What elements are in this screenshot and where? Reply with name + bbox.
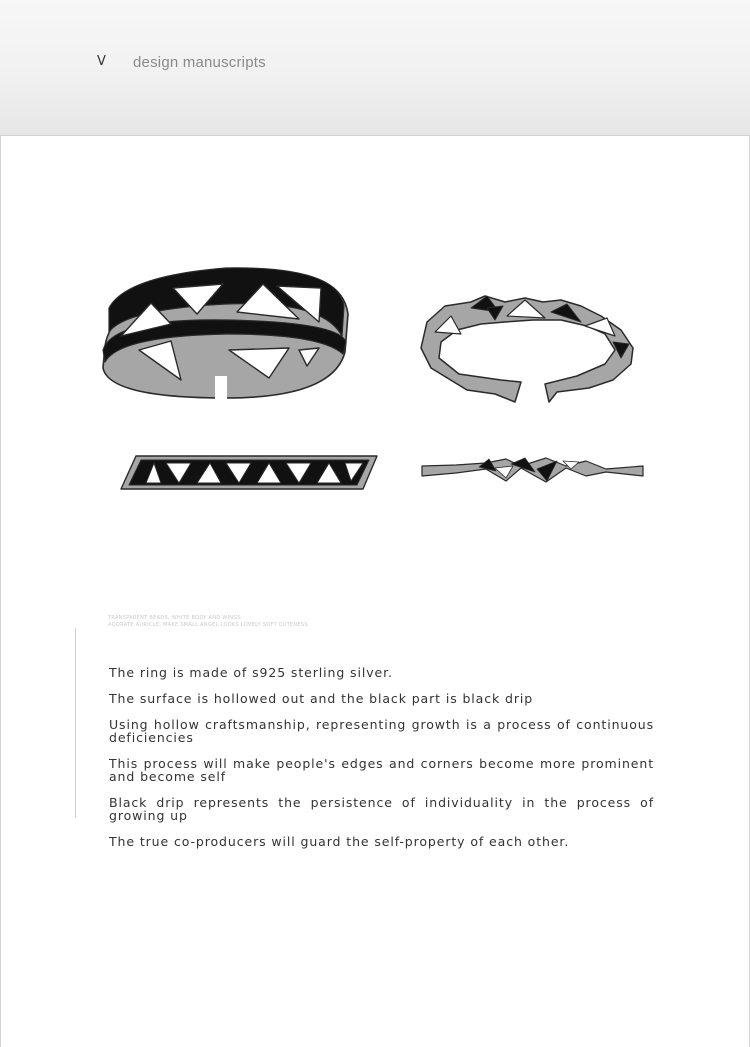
description-block bbox=[109, 666, 654, 861]
description-line: The true co-producers will guard the self-property of each other. bbox=[109, 834, 570, 849]
faint-caption bbox=[108, 615, 308, 629]
section-title: design manuscripts bbox=[133, 54, 266, 71]
description-line: Black drip represents the persistence of individuality in the process of growing up bbox=[109, 795, 654, 823]
content-panel bbox=[0, 135, 750, 1047]
ring-flat-band-icon bbox=[121, 456, 377, 489]
ring-perspective-wide-band-icon bbox=[103, 268, 348, 400]
description-line: This process will make people's edges and corners become more prominent and become self bbox=[109, 756, 654, 784]
divider-line bbox=[75, 628, 76, 818]
faint-caption-line: TRANSPARENT BEADS, WHITE BODY AND WINGS bbox=[108, 615, 241, 621]
ring-flat-zigzag-icon bbox=[422, 458, 643, 482]
description-line: The ring is made of s925 sterling silver. bbox=[109, 665, 393, 680]
header-banner bbox=[0, 0, 750, 135]
description-line: The surface is hollowed out and the black part is black drip bbox=[109, 691, 534, 706]
ring-perspective-zigzag-icon bbox=[421, 296, 633, 402]
ring-illustrations bbox=[1, 136, 749, 606]
section-mark: V bbox=[97, 54, 106, 69]
description-line: Using hollow craftsmanship, representing growth is a process of continuous deficiencies bbox=[109, 717, 654, 745]
faint-caption-line: ADORATE AURICLE, MAKE SMALL ANGEL LOOKS LOVELY SOFT CUTENESS bbox=[108, 622, 308, 628]
